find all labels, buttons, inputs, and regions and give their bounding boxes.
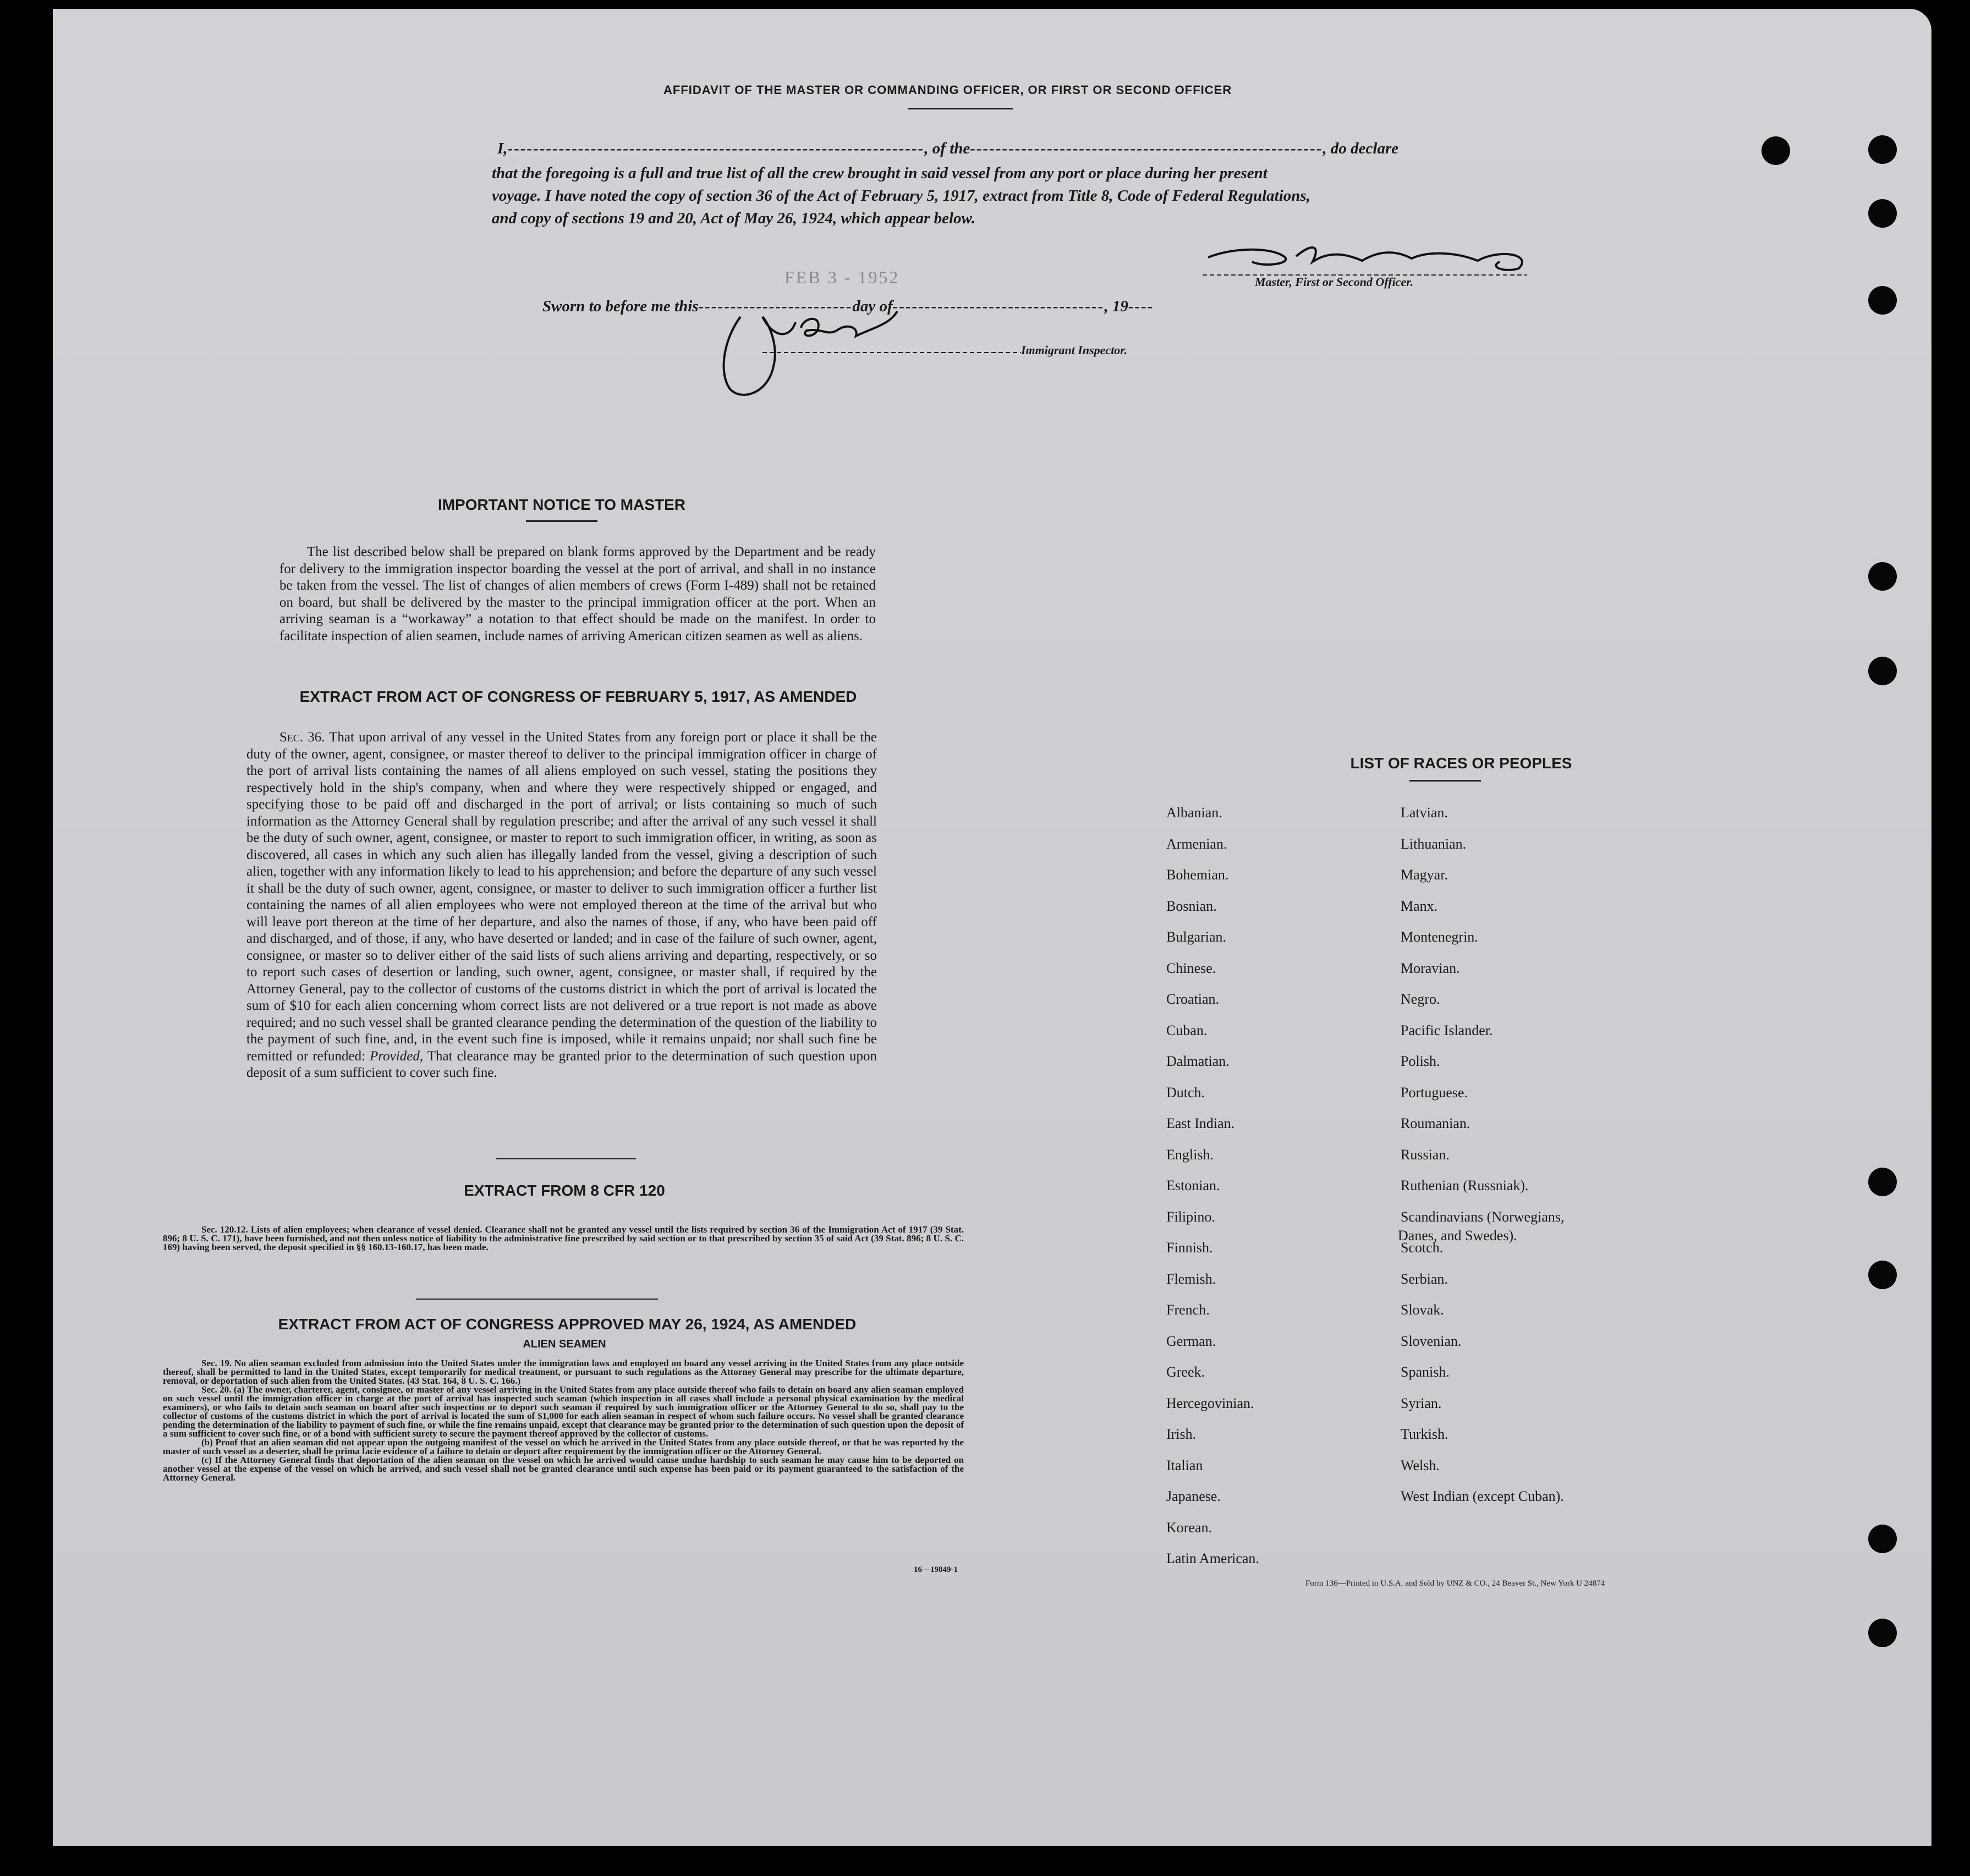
punch-hole	[1868, 657, 1897, 685]
line1-suffix: , do declare	[1323, 140, 1399, 157]
document-page	[53, 9, 1931, 1846]
punch-hole	[1868, 1619, 1897, 1647]
blank-vessel: -------------------------------------------------------	[970, 140, 1323, 157]
section-36-end: That clearance may be granted prior to the determination of such question upon deposit of a sum sufficient to cover such fine.	[246, 1048, 877, 1080]
affidavit-line-4: and copy of sections 19 and 20, Act of May 26, 1924, which appear below.	[492, 210, 976, 227]
extract-1917-heading: EXTRACT FROM ACT OF CONGRESS OF FEBRUARY 5, 1917, AS AMENDED	[299, 688, 857, 705]
race-item: Spanish.	[1401, 1364, 1450, 1380]
punch-hole	[1868, 562, 1897, 591]
race-item: English.	[1166, 1146, 1214, 1163]
sworn-day: day of	[852, 298, 893, 315]
inspector-signature	[707, 306, 1038, 410]
race-item: Dutch.	[1166, 1084, 1205, 1101]
race-item: Magyar.	[1401, 867, 1448, 883]
punch-hole	[1762, 136, 1790, 165]
affidavit-heading: AFFIDAVIT OF THE MASTER OR COMMANDING OFFICER, OR FIRST OR SECOND OFFICER	[663, 83, 1232, 97]
race-item: Albanian.	[1166, 805, 1222, 821]
section-20b-text: (b) Proof that an alien seaman did not appear upon the outgoing manifest of the vessel on which he arrived in the United States from any place outside thereof, or that he was reported by the master of such vessel as a deserter, shall be prima facie evidence of a failure to detain or deport after requirement by the immigration officer or the Attorney General.	[163, 1437, 964, 1456]
punch-hole	[1868, 135, 1897, 164]
race-item: Ruthenian (Russniak).	[1401, 1178, 1529, 1193]
race-item: Irish.	[1166, 1426, 1197, 1442]
blank-year: ----	[1128, 298, 1154, 315]
notice-heading: IMPORTANT NOTICE TO MASTER	[437, 496, 686, 513]
divider	[526, 520, 597, 522]
sections-19-20	[163, 1359, 964, 1482]
race-item: Turkish.	[1401, 1426, 1448, 1442]
extract-cfr-heading: EXTRACT FROM 8 CFR 120	[464, 1182, 665, 1199]
race-item: Bohemian.	[1166, 867, 1229, 883]
race-item: Manx.	[1401, 898, 1438, 914]
blank-name: -----------------------------------------------------------------	[507, 140, 925, 157]
notice-body: The list described below shall be prepared on blank forms approved by the Department and be ready for delivery to the immigration inspector boarding the vessel at the port of arrival, and shall in no instance be taken from the vessel. The list of changes of alien members of crews (Form I-489) shall not be retained on board, but shall be delivered by the master to the principal immigration officer at the port. When an arriving seaman is a “workaway” a notation to that effect should be made on the manifest. In order to facilitate inspection of alien seamen, include names of arriving American citizen seamen as well as aliens.	[279, 544, 876, 643]
race-item: Negro.	[1401, 991, 1440, 1007]
affidavit-line-1	[497, 140, 1398, 158]
race-item: Slovenian.	[1401, 1333, 1462, 1349]
section-120-text: Sec. 120.12. Lists of alien employees; when clearance of vessel denied. Clearance shall not be granted any vessel until the lists required by section 36 of the Immigration Act of 1917 (39 Stat. 896; 8 U. S. C. 171), have been furnished, and not then unless notice of liability to the administrative fine prescribed by said section or to that prescribed by section 35 of said Act (39 Stat. 896; 8 U. S. C. 169) having been served, the deposit specified in §§ 160.13-160.17, has been made.	[163, 1224, 964, 1252]
race-item: Bulgarian.	[1166, 929, 1227, 945]
race-item: Russian.	[1401, 1146, 1450, 1163]
affidavit-line-2: that the foregoing is a full and true list of all the crew brought in said vessel from any port or place during her present	[492, 164, 1267, 182]
form-number: 16—19849-1	[914, 1565, 958, 1574]
race-item: Bosnian.	[1166, 898, 1217, 914]
section-20a-text: Sec. 20. (a) The owner, charterer, agent, consignee, or master of any vessel arriving in the United States from any place outside thereof who fails to detain on board any alien seaman employed on such vessel until the immigration officer in charge at the port of arrival has inspected such seaman (which inspection in all cases shall include a personal physical examination by the medical examiners), or who fails to detain such seaman on board after such inspection or to deport such seaman if required by such immigration officer or the Attorney General to do so, shall pay to the collector of customs of the customs district in which the port of arrival is located the sum of $1,000 for each alien seaman in respect of whom such failure occurs. No vessel shall be granted clearance pending the determination of the liability to payment of such fine, or while the fine remains unpaid, except that clearance may be granted prior to the determination of such question upon the deposit of a sum sufficient to cover such fine, or of a bond with sufficient surety to secure the payment thereof approved by the collector of customs.	[163, 1384, 964, 1439]
race-item: Hercegovinian.	[1166, 1395, 1254, 1411]
race-item: Roumanian.	[1401, 1115, 1470, 1131]
section-36-text	[246, 729, 877, 1082]
race-item: Flemish.	[1166, 1270, 1216, 1287]
line1-prefix: I,	[497, 140, 508, 157]
divider	[1409, 780, 1481, 782]
punch-hole	[1868, 1168, 1897, 1196]
race-item: Portuguese.	[1401, 1084, 1468, 1101]
punch-hole	[1868, 1261, 1897, 1289]
race-item: Chinese.	[1166, 960, 1216, 976]
sworn-prefix: Sworn to before me this	[542, 298, 699, 315]
race-item: Greek.	[1166, 1364, 1205, 1380]
race-item: Slovak.	[1401, 1302, 1444, 1318]
affidavit-line-3: voyage. I have noted the copy of section 36 of the Act of February 5, 1917, extract from Title 8, Code of Federal Regulations,	[492, 187, 1310, 205]
section-20c-text: (c) If the Attorney General finds that deportation of the alien seaman on the vessel on which he arrived would cause undue hardship to such seaman he may cause him to be deported on another vessel at the expense of the vessel on which he arrived, and such vessel shall not be granted clearance until such expense has been paid or its payment guaranteed to the satisfaction of the Attorney General.	[163, 1455, 964, 1483]
race-item: Danes, and Swedes).	[1398, 1227, 1517, 1244]
race-item: West Indian (except Cuban).	[1401, 1488, 1564, 1504]
race-item: Scandinavians (Norwegians,	[1401, 1208, 1565, 1225]
race-item: Welsh.	[1401, 1457, 1440, 1473]
races-heading: LIST OF RACES OR PEOPLES	[1350, 755, 1572, 772]
race-item: Italian	[1166, 1457, 1203, 1473]
race-item: Armenian.	[1166, 835, 1227, 852]
divider	[496, 1158, 636, 1159]
race-item: Latvian.	[1401, 805, 1448, 821]
race-item: Cuban.	[1166, 1022, 1208, 1038]
sworn-year: , 19	[1104, 298, 1128, 315]
punch-hole	[1868, 286, 1897, 315]
date-stamp: FEB 3 - 1952	[784, 267, 900, 287]
master-signature	[1203, 240, 1544, 278]
divider	[908, 108, 1013, 109]
race-item: Estonian.	[1166, 1178, 1220, 1193]
section-label: Sec. 36.	[279, 730, 325, 745]
blank-day: ------------------------	[698, 298, 853, 315]
race-item: Serbian.	[1401, 1270, 1448, 1287]
race-item: French.	[1166, 1302, 1210, 1318]
punch-hole	[1868, 1525, 1897, 1553]
race-item: Croatian.	[1166, 991, 1220, 1007]
alien-seamen-subheading: ALIEN SEAMEN	[523, 1338, 606, 1350]
form-imprint: Form 136—Printed in U.S.A. and Sold by UNZ & CO., 24 Beaver St., New York U 24874	[1305, 1579, 1605, 1588]
extract-1924-heading: EXTRACT FROM ACT OF CONGRESS APPROVED MAY 26, 1924, AS AMENDED	[278, 1316, 857, 1333]
section-19-text: Sec. 19. No alien seaman excluded from admission into the United States under the immigration laws and employed on board any vessel arriving in the United States from any place outside thereof, shall be permitted to land in the United States, except temporarily for medical treatment, or pursuant to such regulations as the Attorney General may prescribe for the ultimate departure, removal, or deportation of such alien from the United States. (43 Stat. 164, 8 U. S. C. 166.)	[163, 1358, 964, 1386]
race-item: Polish.	[1401, 1053, 1440, 1069]
race-item: Lithuanian.	[1401, 835, 1467, 852]
race-item: Scotch.	[1401, 1240, 1444, 1256]
blank-month: ---------------------------------	[892, 298, 1105, 315]
race-item: Moravian.	[1401, 960, 1460, 976]
punch-hole	[1868, 199, 1897, 228]
race-item: Montenegrin.	[1401, 929, 1478, 945]
race-item: Dalmatian.	[1166, 1053, 1230, 1069]
line1-middle: , of the	[924, 140, 970, 157]
race-item: East Indian.	[1166, 1115, 1235, 1131]
race-item: Syrian.	[1401, 1395, 1442, 1411]
section-36-main: That upon arrival of any vessel in the United States from any foreign port or place it shall be the duty of the owner, agent, consignee, or master thereof to deliver to the principal immigration officer in charge of the port of arrival lists containing the names of all aliens employed on such vessel, stating the positions they respectively hold in the ship's company, when and where they were respectively shipped or engaged, and specifying those to be paid off and discharged in the port of arrival; or lists containing so much of such information as the Attorney General shall by regulation prescribe; and after the arrival of any such vessel it shall be the duty of such owner, agent, consignee, or master to report to such immigration officer, in writing, as soon as discovered, all cases in which any such alien has illegally landed from the vessel, giving a description of such alien, together with any information likely to lead to his apprehension; and before the departure of any such vessel it shall be the duty of such owner, agent, consignee, or master to deliver to such immigration officer a further list containing the names of all alien employees who were not employed thereon at the time of the arrival but who will leave port thereon at the time of her departure, and also the names of those, if any, who have been paid off and discharged, and of those, if any, who have deserted or landed; and in case of the failure of such owner, agent, consignee, or master so to deliver either of the said lists of such aliens arriving and departing, respectively, or so to report such cases of desertion or landing, such owner, agent, consignee, or master shall, if required by the Attorney General, pay to the collector of customs of the customs district in which the port of arrival is located the sum of $10 for each alien concerning whom correct lists are not delivered or a true report is not made as above required; and no such vessel shall be granted clearance pending the determination of the question of the liability to the payment of such fine, and, in the event such fine is imposed, while it remains unpaid; nor shall such fine be remitted or refunded:	[246, 730, 877, 1064]
race-item: German.	[1166, 1333, 1216, 1349]
divider	[416, 1299, 658, 1300]
master-caption: Master, First or Second Officer.	[1255, 275, 1414, 289]
inspector-caption: Immigrant Inspector.	[1021, 343, 1128, 357]
provided-term: Provided,	[370, 1048, 424, 1064]
race-item: Filipino.	[1166, 1208, 1215, 1225]
race-item: Pacific Islander.	[1401, 1022, 1493, 1038]
race-item: Korean.	[1166, 1519, 1212, 1536]
race-item: Latin American.	[1166, 1550, 1259, 1566]
race-item: Finnish.	[1166, 1240, 1213, 1256]
race-item: Japanese.	[1166, 1488, 1221, 1504]
